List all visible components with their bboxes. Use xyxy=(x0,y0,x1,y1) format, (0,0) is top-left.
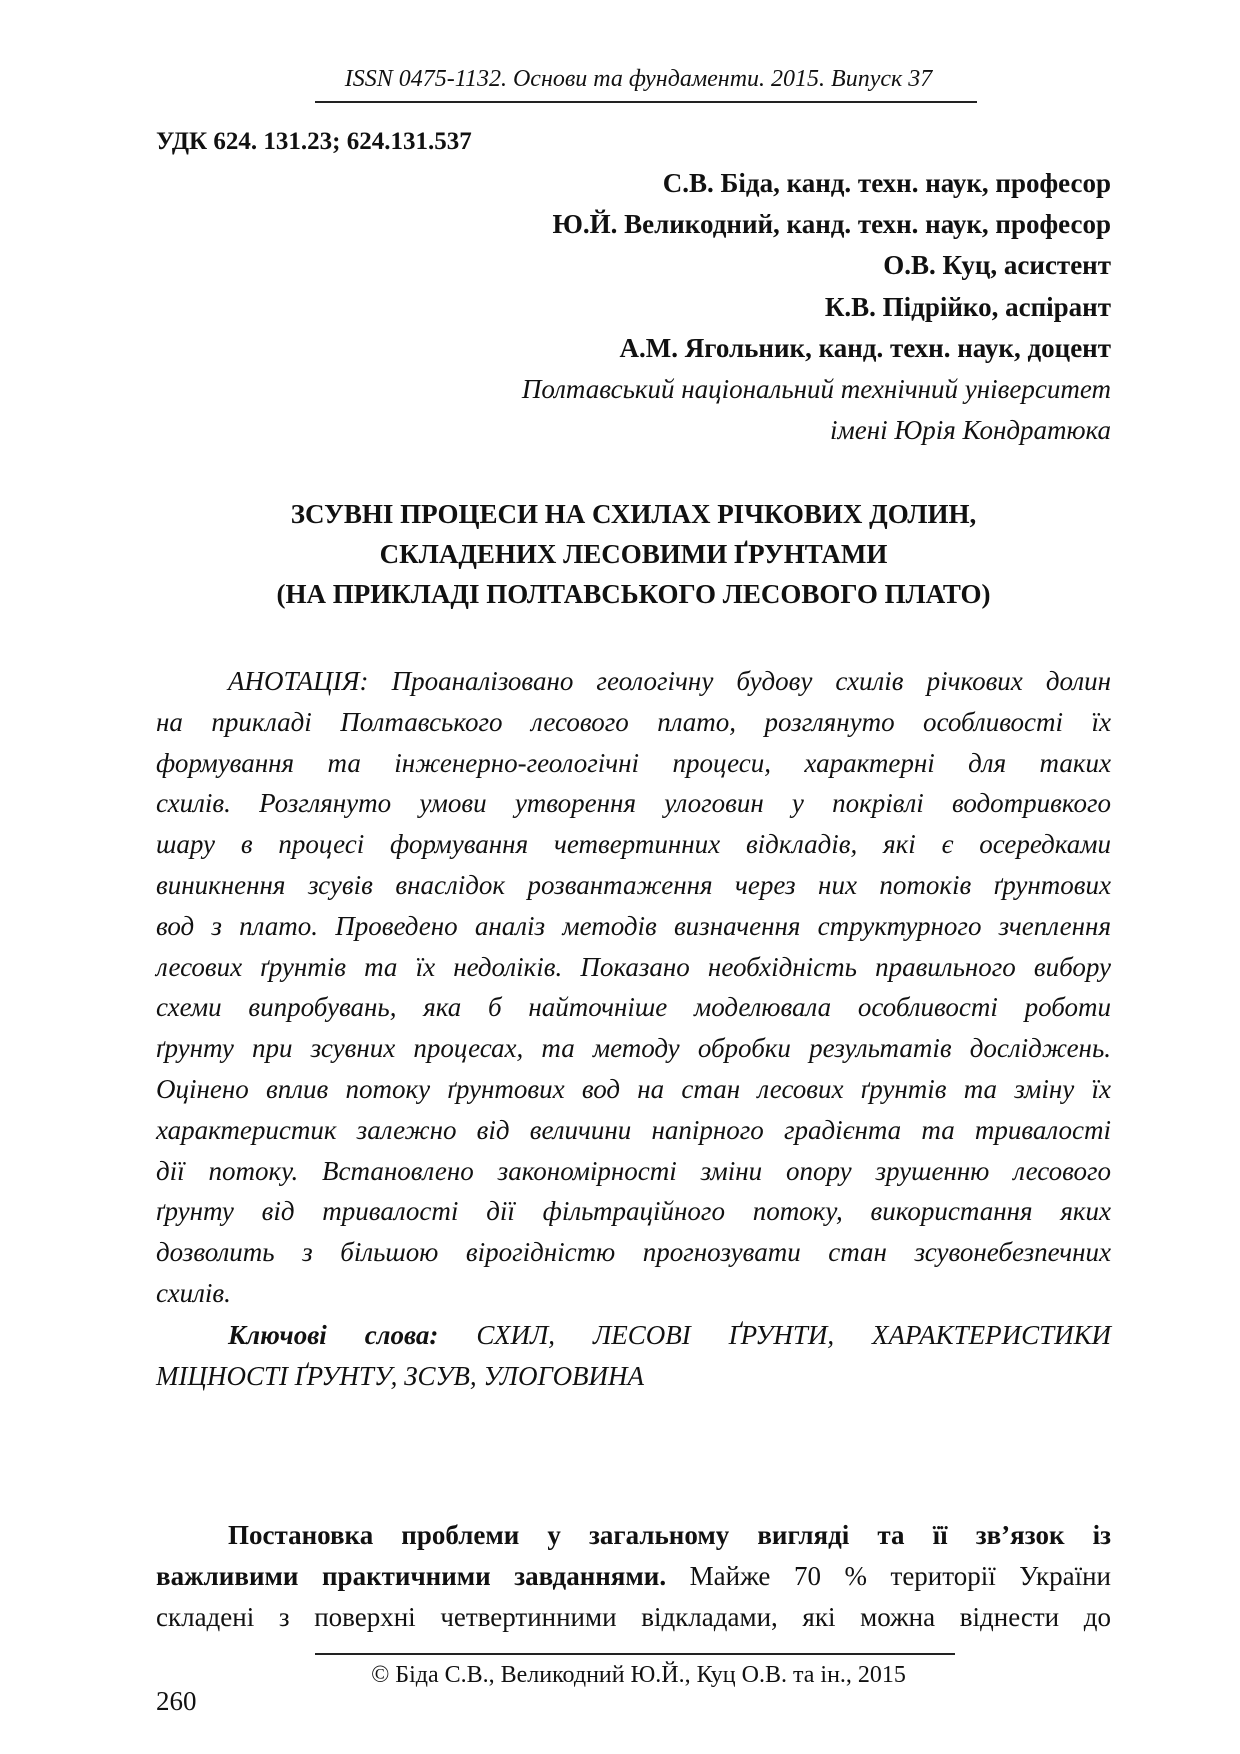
abstract-line: АНОТАЦІЯ: Проаналізовано геологічну будову схилів річкових долин xyxy=(228,666,1111,696)
abstract-line: вод з плато. Проведено аналіз методів визначення структурного зчеплення xyxy=(156,910,1111,941)
abstract-line: схилів. xyxy=(156,1277,231,1308)
abstract-line: формування та інженерно-геологічні процеси, характерні для таких xyxy=(156,747,1111,778)
udk-code: УДК 624. 131.23; 624.131.537 xyxy=(156,128,472,155)
article-title xyxy=(156,494,1111,614)
abstract-line: виникнення зсувів внаслідок розвантаження через них потоків ґрунтових xyxy=(156,869,1111,900)
author: Ю.Й. Великодний, канд. техн. наук, професор xyxy=(552,209,1111,240)
abstract-line: дії потоку. Встановлено закономірності зміни опору зрушенню лесового xyxy=(156,1155,1111,1186)
abstract-line: на прикладі Полтавського лесового плато, розглянуто особливості їх xyxy=(156,706,1111,737)
author: О.В. Куц, асистент xyxy=(883,250,1111,281)
abstract-line: Оцінено вплив потоку ґрунтових вод на стан лесових ґрунтів та зміну їх xyxy=(156,1073,1111,1104)
section-heading: Постановка проблеми у загальному вигляді та її зв’язок із xyxy=(228,1520,1111,1550)
abstract-line: схеми випробувань, яка б найточніше моделювала особливості роботи xyxy=(156,992,1111,1023)
title-line: ЗСУВНІ ПРОЦЕСИ НА СХИЛАХ РІЧКОВИХ ДОЛИН, xyxy=(290,499,977,529)
body-text: складені з поверхні четвертинними відкладами, які можна віднести до xyxy=(156,1601,1111,1632)
header-rule xyxy=(315,101,977,103)
keywords xyxy=(156,1315,1111,1397)
abstract-line: ґрунту при зсувних процесах, та методу обробки результатів досліджень. xyxy=(156,1033,1111,1064)
copyright-footnote: © Біда С.В., Великодний Ю.Й., Куц О.В. та ін., 2015 xyxy=(371,1662,906,1688)
affiliation: Полтавський національний технічний університет xyxy=(521,374,1111,405)
page-number: 260 xyxy=(156,1686,197,1716)
authors-block xyxy=(522,163,1111,451)
author: С.В. Біда, канд. техн. наук, професор xyxy=(662,168,1111,198)
abstract-line: ґрунту від тривалості дії фільтраційного потоку, використання яких xyxy=(156,1196,1111,1227)
abstract-line: характеристик залежно від величини напірного градієнта та тривалості xyxy=(156,1114,1111,1145)
abstract-line: дозволить з більшою вірогідністю прогнозувати стан зсувонебезпечних xyxy=(156,1237,1111,1268)
abstract xyxy=(156,661,1111,1314)
keywords-text: СХИЛ, ЛЕСОВІ ҐРУНТИ, ХАРАКТЕРИСТИКИ xyxy=(476,1320,1112,1350)
abstract-line: лесових ґрунтів та їх недоліків. Показано необхідність правильного вибору xyxy=(156,951,1111,982)
journal-header: ISSN 0475-1132. Основи та фундаменти. 2015. Випуск 37 xyxy=(344,66,933,92)
keywords-label: Ключові слова: xyxy=(228,1320,439,1350)
body-text: Майже 70 % території України xyxy=(666,1560,1111,1591)
abstract-line: шару в процесі формування четвертинних відкладів, які є осередками xyxy=(156,829,1111,860)
abstract-line: схилів. Розглянуто умови утворення улоговин у покрівлі водотривкого xyxy=(156,788,1111,819)
footnote-rule xyxy=(315,1653,955,1655)
author: А.М. Ягольник, канд. техн. наук, доцент xyxy=(619,332,1111,363)
affiliation: імені Юрія Кондратюка xyxy=(830,415,1111,446)
intro-section xyxy=(156,1515,1111,1637)
keywords-text: МІЦНОСТІ ҐРУНТУ, ЗСУВ, УЛОГОВИНА xyxy=(156,1360,645,1391)
title-line: СКЛАДЕНИХ ЛЕСОВИМИ ҐРУНТАМИ xyxy=(379,539,888,569)
section-heading: важливими практичними завданнями. xyxy=(156,1560,667,1591)
title-line: (НА ПРИКЛАДІ ПОЛТАВСЬКОГО ЛЕСОВОГО ПЛАТО) xyxy=(276,579,991,609)
author: К.В. Підрійко, аспірант xyxy=(824,291,1111,322)
